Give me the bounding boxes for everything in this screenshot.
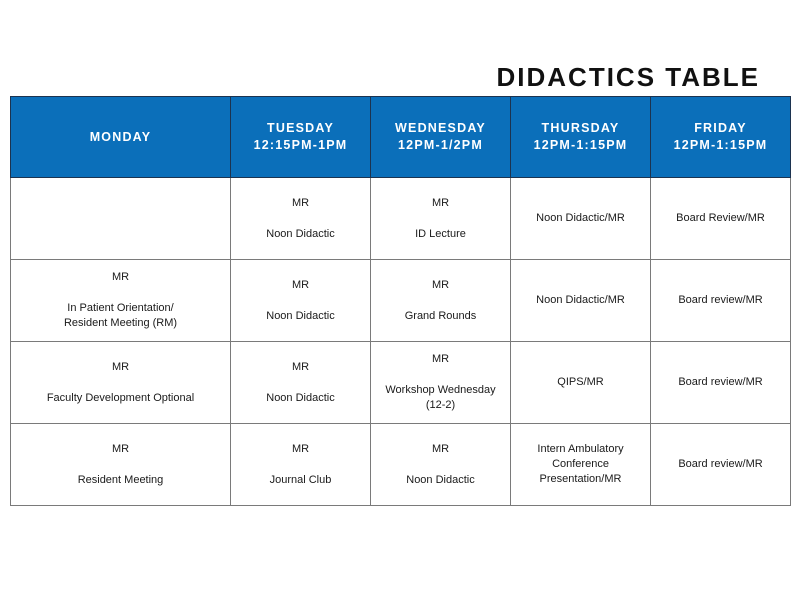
cell-top-label: MR bbox=[431, 442, 450, 455]
cell-text: Noon Didactic/MR bbox=[536, 294, 625, 306]
table-cell-thursday bbox=[511, 260, 651, 342]
column-time: 12PM-1/2PM bbox=[398, 138, 483, 152]
cell-top-label: MR bbox=[111, 442, 130, 455]
table-cell-wednesday bbox=[371, 260, 511, 342]
cell-text: In Patient Orientation/ bbox=[67, 302, 174, 314]
cell-top-label: MR bbox=[291, 360, 310, 373]
spacer bbox=[17, 285, 224, 301]
cell-text: Noon Didactic bbox=[406, 473, 475, 486]
table-cell-thursday bbox=[511, 342, 651, 424]
column-day: WEDNESDAY bbox=[395, 121, 486, 135]
page-title: DIDACTICS TABLE bbox=[496, 62, 760, 92]
column-header-friday bbox=[651, 97, 791, 178]
cell-text: Faculty Development Optional bbox=[46, 391, 195, 404]
spacer bbox=[237, 293, 364, 309]
spacer bbox=[377, 367, 504, 383]
cell-text: Board review/MR bbox=[678, 458, 763, 470]
cell-text: Conference bbox=[552, 458, 609, 470]
column-day: TUESDAY bbox=[267, 121, 334, 135]
cell-text: Board review/MR bbox=[678, 376, 763, 388]
cell-top-label: MR bbox=[291, 278, 310, 291]
cell-top-label: MR bbox=[431, 196, 450, 209]
cell-text: Presentation/MR bbox=[539, 473, 622, 485]
table-cell-friday bbox=[651, 424, 791, 506]
table-cell-monday bbox=[11, 424, 231, 506]
cell-text: Grand Rounds bbox=[404, 309, 477, 322]
table-cell-wednesday bbox=[371, 342, 511, 424]
column-header-wednesday bbox=[371, 97, 511, 178]
table-cell-monday bbox=[11, 342, 231, 424]
spacer bbox=[17, 375, 224, 391]
didactics-table bbox=[10, 96, 791, 506]
column-header-tuesday bbox=[231, 97, 371, 178]
cell-top-label: MR bbox=[431, 278, 450, 291]
cell-top-label: MR bbox=[291, 196, 310, 209]
table-cell-monday bbox=[11, 178, 231, 260]
cell-top-label: MR bbox=[111, 360, 130, 373]
table-cell-wednesday bbox=[371, 424, 511, 506]
table-cell-friday bbox=[651, 260, 791, 342]
table-body bbox=[11, 178, 791, 506]
cell-text: Intern Ambulatory bbox=[537, 443, 624, 455]
header-row bbox=[11, 97, 791, 178]
spacer bbox=[237, 457, 364, 473]
cell-top-label: MR bbox=[111, 271, 130, 283]
spacer bbox=[377, 293, 504, 309]
table-cell-tuesday bbox=[231, 178, 371, 260]
cell-text: Board Review/MR bbox=[676, 212, 765, 224]
spacer bbox=[377, 457, 504, 473]
cell-top-label: MR bbox=[291, 442, 310, 455]
table-cell-wednesday bbox=[371, 178, 511, 260]
spacer bbox=[237, 375, 364, 391]
column-time: 12PM-1:15PM bbox=[533, 138, 628, 152]
column-day: FRIDAY bbox=[694, 121, 747, 135]
cell-text: Journal Club bbox=[269, 473, 332, 486]
cell-text: Noon Didactic bbox=[266, 309, 335, 322]
spacer bbox=[17, 457, 224, 473]
spacer bbox=[237, 211, 364, 227]
cell-text: Resident Meeting (RM) bbox=[63, 317, 178, 329]
table-cell-tuesday bbox=[231, 342, 371, 424]
cell-text: (12-2) bbox=[425, 399, 456, 411]
column-day: THURSDAY bbox=[541, 121, 620, 135]
table-row bbox=[11, 178, 791, 260]
column-header-monday bbox=[11, 97, 231, 178]
table-cell-friday bbox=[651, 178, 791, 260]
table-row bbox=[11, 342, 791, 424]
table-cell-tuesday bbox=[231, 260, 371, 342]
spacer bbox=[377, 211, 504, 227]
table-cell-friday bbox=[651, 342, 791, 424]
column-time: 12PM-1:15PM bbox=[673, 138, 768, 152]
cell-text: Noon Didactic/MR bbox=[536, 212, 625, 224]
table-cell-monday bbox=[11, 260, 231, 342]
table-cell-tuesday bbox=[231, 424, 371, 506]
column-time: 12:15PM-1PM bbox=[253, 138, 348, 152]
cell-text: Resident Meeting bbox=[77, 473, 164, 486]
table-row bbox=[11, 424, 791, 506]
table-cell-thursday bbox=[511, 424, 651, 506]
cell-text: Board review/MR bbox=[678, 294, 763, 306]
cell-text: Noon Didactic bbox=[266, 227, 335, 240]
table-cell-thursday bbox=[511, 178, 651, 260]
column-header-thursday bbox=[511, 97, 651, 178]
cell-text: ID Lecture bbox=[415, 227, 466, 240]
table-row bbox=[11, 260, 791, 342]
cell-text: Workshop Wednesday bbox=[385, 384, 496, 396]
cell-text: Noon Didactic bbox=[266, 391, 335, 404]
cell-text: QIPS/MR bbox=[557, 376, 604, 388]
cell-top-label: MR bbox=[431, 353, 450, 365]
column-day: MONDAY bbox=[89, 129, 152, 144]
